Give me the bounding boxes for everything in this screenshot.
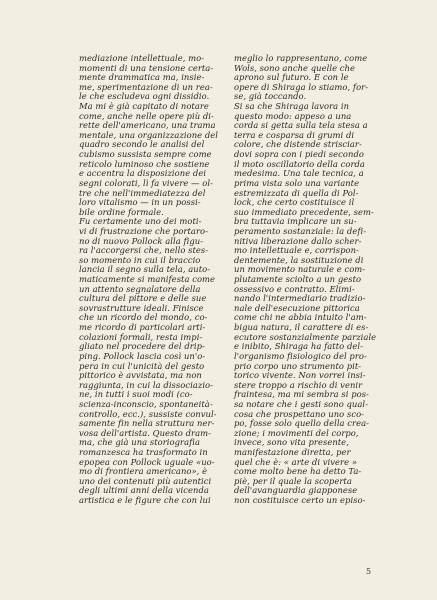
text-line: maticamente si manifesta come [79,274,216,285]
text-line: cosa che prospettano uno sco- [234,408,365,419]
text-line: ping. Pollock lascia così un'o- [79,350,206,361]
text-line: zione; i movimenti del corpo, [234,427,359,438]
text-line: degli ultimi anni della vicenda [79,485,209,496]
text-line: plutamente sciolto a un gesto [234,274,362,285]
text-line: mo intellettuale e, corrispon- [234,245,359,256]
text-line: bile ordine formale. [79,206,164,217]
text-line: lancia il segno sulla tela, auto- [79,264,211,275]
text-line: suo immediato precedente, sem- [234,206,374,217]
text-line: prima vista solo una variante [234,177,360,188]
text-line: bigua natura, il carattere di es- [234,322,369,333]
text-line: loro vitalismo — in un possi- [79,197,201,208]
text-line: sovrastrutture ideali. Finisce [79,302,204,313]
text-line: Wols, sono anche quelle che [234,62,355,73]
text-line: raggiunta, in cui la dissociazio- [79,379,214,390]
text-line: artistica e le figure che con lui [79,495,211,506]
text-line: samente fin nella struttura ner- [79,418,215,429]
text-line: Ma mi è già capitato di notare [79,101,209,112]
text-line: po, fosse solo quello della crea- [234,418,370,429]
text-line: uno dei contenuti più autentici [79,475,212,486]
text-line: non costituisce certo un episo- [234,495,366,506]
text-line: scienza-inconscio, spontaneità- [79,398,213,409]
text-line: vosa dell'artista. Questo dram- [79,427,211,438]
text-line: Fu certamente uno dei moti- [79,216,202,227]
text-line: come molto bene ha detto Ta- [234,466,362,477]
text-line: nale dell'esecuzione pittorica [234,302,360,313]
text-line: piè, per il quale la scoperta [234,475,352,486]
text-line: come chi ne abbia intuito l'am- [234,312,367,323]
text-line: controllo, ecc.), sussiste convul- [79,408,217,419]
text-line: peramento sostanziale: la defi- [234,225,367,236]
text-line: colazioni formali, resta impi- [79,331,203,342]
text-line: prio corpo uno strumento pit- [234,360,362,371]
text-line: colore, che distende strisciar- [234,139,362,150]
text-line: sa notare che i gesti sono qual- [234,398,369,409]
text-line: me ricordo di particolari arti- [79,322,206,333]
text-line: ossessivo e contratto. Elimi- [234,283,355,294]
text-line: ra l'accorgersi che, nello stes- [79,245,209,256]
text-line: quadro secondo le analisi del [79,139,205,150]
text-line: pera in cui l'unicità del gesto [79,360,205,371]
text-line: stere troppo a rischio di venir [234,379,363,390]
text-line: mente drammatica ma, insie- [79,72,205,83]
text-line: momenti di una tensione certa- [79,62,214,73]
text-line: mediazione intellettuale, mo- [79,53,205,63]
text-line: segni colorati, lì fa vivere — ol- [79,177,213,188]
text-line: che un ricordo del mondo, co- [79,312,208,323]
page-number: 5 [366,567,372,576]
text-line: se, già toccando. [234,91,307,102]
text-line: nando l'intermediario tradizio- [234,293,366,304]
text-line: so momento in cui il braccio [79,254,201,265]
text-line: meglio lo rappresentano, come [234,53,368,63]
text-line: bra tuttavia implicare un su- [234,216,357,227]
text-line: dovi sopra con i piedi secondo [234,149,364,160]
text-line: l'organismo fisiologico del pro- [234,350,367,361]
text-line: terra e cosparsa di grumi di [234,129,355,140]
text-line: reticolo luminoso che sostiene [79,158,210,169]
text-line: opere di Shiraga lo stiamo, for- [234,81,369,92]
text-line: quel che è: « arte di vivere » [234,456,358,467]
text-line: mentale, una organizzazione del [79,129,219,140]
text-line: pittorico è avvistata, ma non [79,370,202,381]
text-line: lock, che certo costituisce il [234,197,355,208]
text-line: ma, che già una storiografia [79,437,201,448]
text-line: rette dell'americano, una trama [79,120,216,131]
text-column-right [234,53,377,506]
text-line: manifestazione diretta, per [234,446,351,457]
text-line: cubismo sussista sempre come [79,149,212,160]
text-line: e accentra la disposizione dei [79,168,207,179]
text-line: cultura del pittore e delle sue [79,293,207,304]
text-line: invece, sono vita presente, [234,437,349,448]
text-line: ecutore sostanzialmente parziale [234,331,377,342]
text-line: me, sperimentazione di un rea- [79,81,213,92]
text-line: no di nuovo Pollock alla figu- [79,235,204,246]
text-line: il moto oscillatorio della corda [234,158,365,169]
text-line: questo modo: appeso a una [234,110,352,121]
text-line: romanzesca ha trasformato in [79,446,208,457]
text-line: vi di frustrazione che portaro- [79,225,208,236]
text-line: medesima. Una tale tecnica, a [234,168,364,179]
text-line: aprono sul futuro. E con le [234,72,349,83]
text-line: e inibito, Shiraga ha fatto del- [234,341,363,352]
text-line: gliato nel procedere del drip- [79,341,205,352]
text-line: torico vivente. Non vorrei insi- [234,370,366,381]
text-line: un attento segnalatore della [79,283,201,294]
text-line: Si sa che Shiraga lavora in [234,101,350,112]
text-line: epopea con Pollock uguale «uo- [79,456,215,467]
text-line: mo di frontiera americano», è [79,466,208,477]
text-line: estremizzata di quella di Pol- [234,187,359,198]
text-line: le che escludeva ogni dissidio. [79,91,210,102]
text-line: nitiva liberazione dallo scher- [234,235,362,246]
text-line: un movimento naturale e com- [234,264,366,275]
text-line: ne, in tutti i suoi modi (co- [79,389,193,400]
text-line: dentemente, la sostituzione di [234,254,364,265]
text-line: fraintesa, ma mi sembra si pos- [234,389,369,400]
text-line: tre che nell'immediatezza del [79,187,206,198]
text-line: dell'avanguardia giapponese [234,485,358,496]
text-line: come, anche nelle opere più di- [79,110,214,121]
text-column-left [79,53,219,506]
text-line: corda si getta sulla tela stesa a [234,120,368,131]
